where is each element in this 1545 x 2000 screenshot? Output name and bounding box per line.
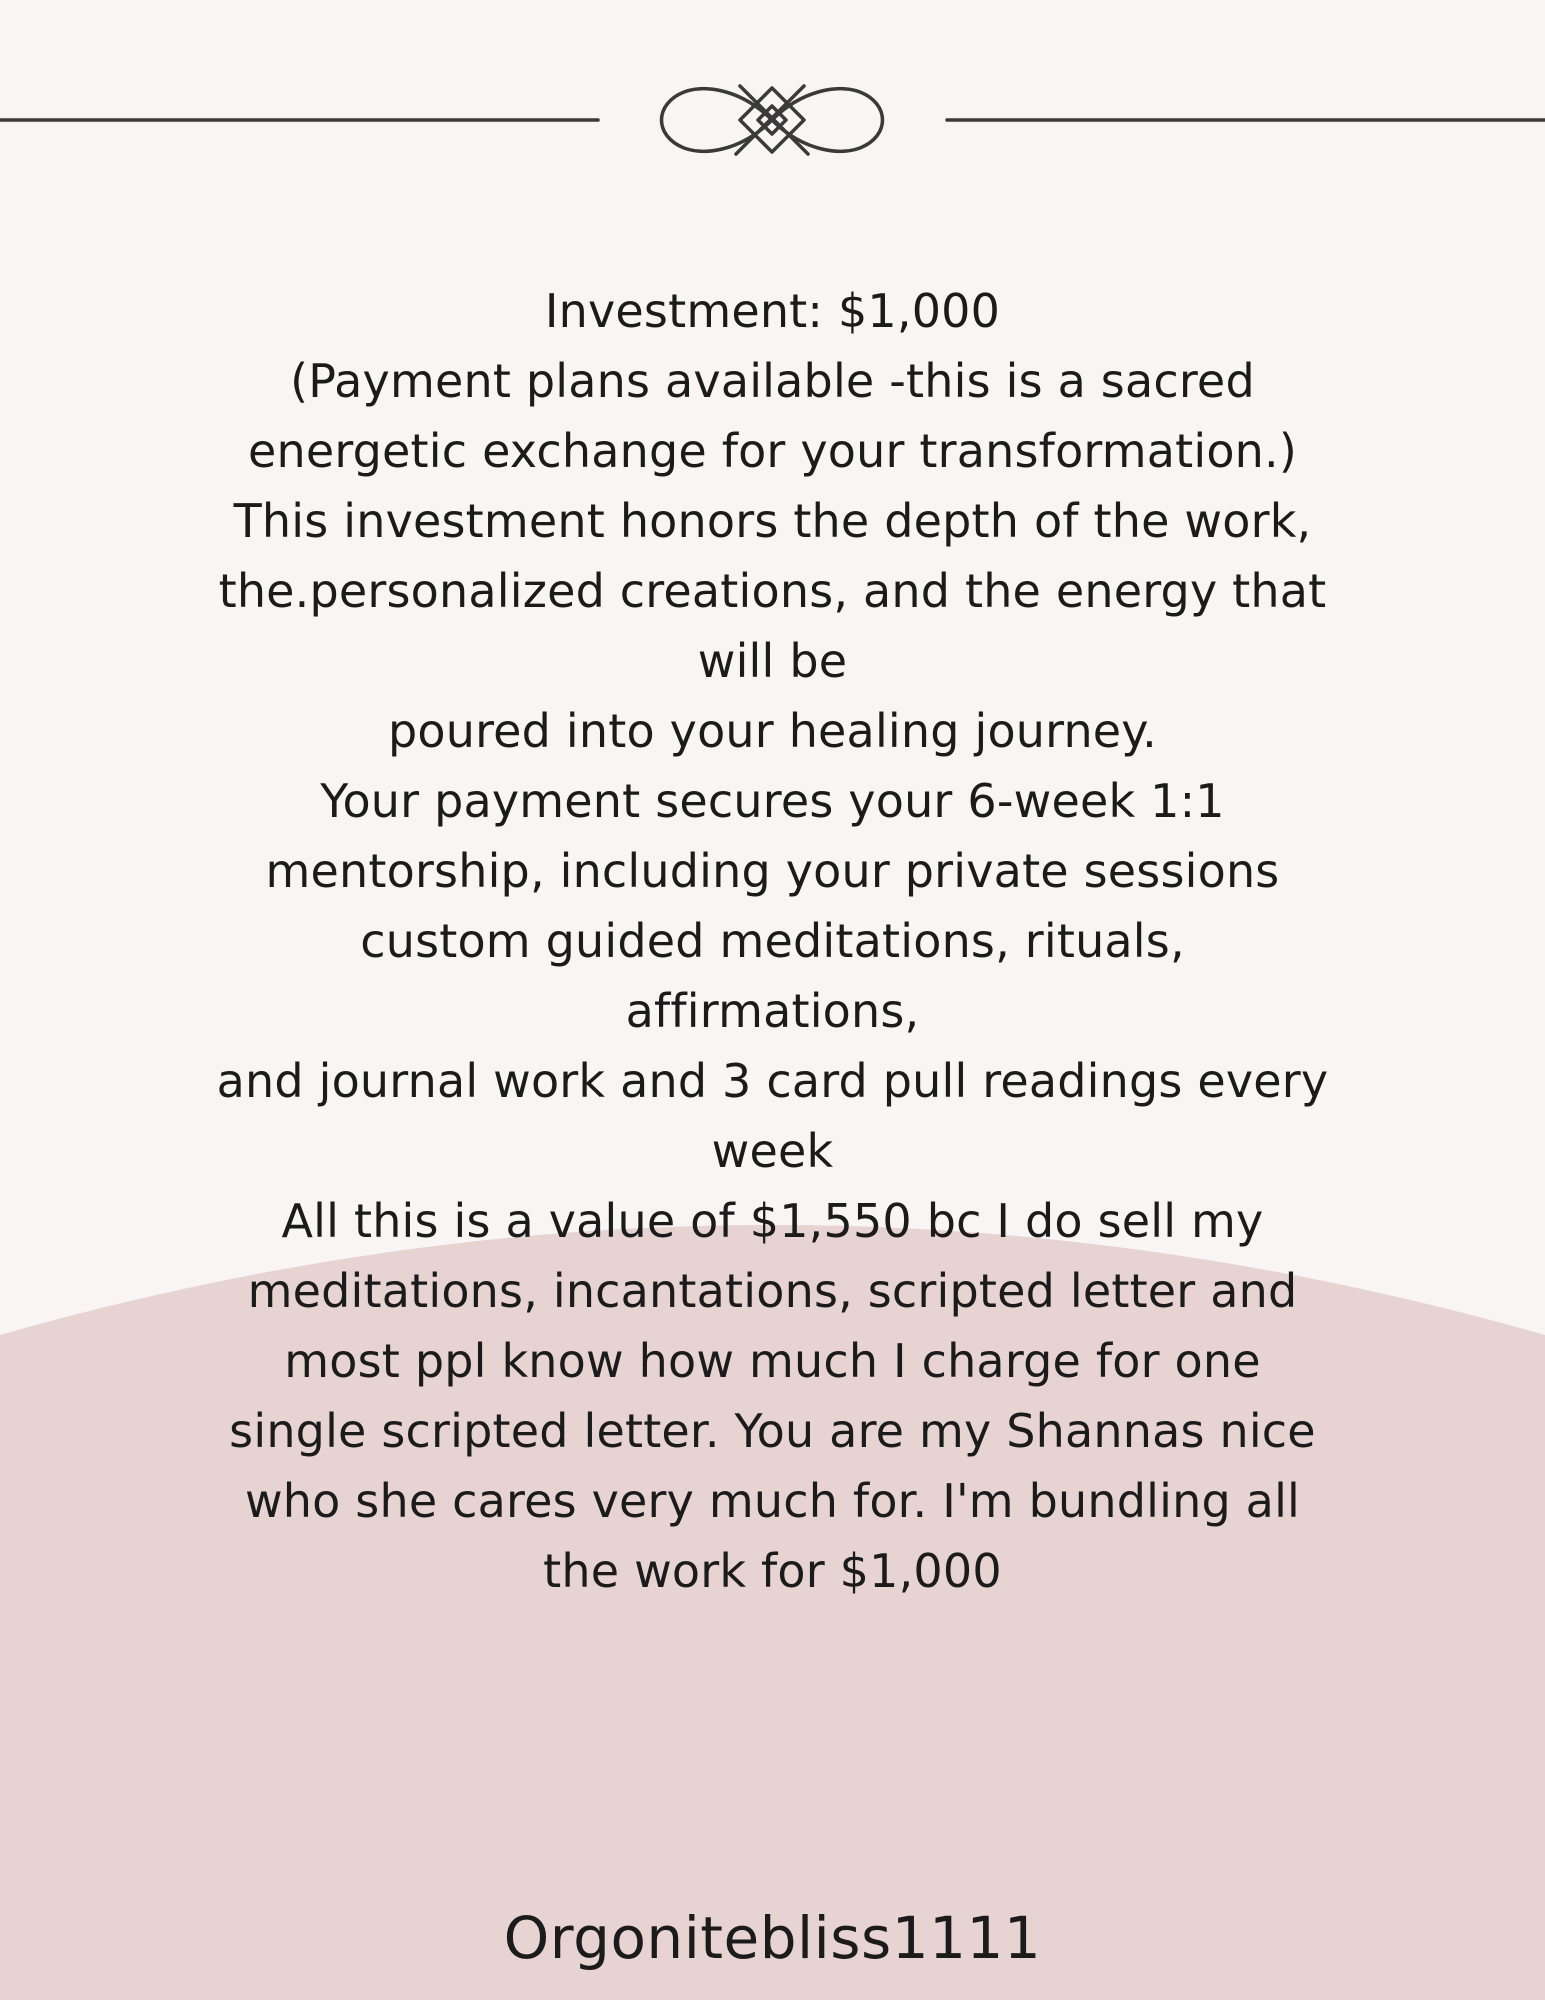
text-line: Investment: $1,000 [544,284,1001,338]
text-line: single scripted letter. You are my Shannas nice [229,1404,1316,1458]
text-line: and journal work and 3 card pull readings every [216,1054,1329,1108]
text-line: This investment honors the depth of the work, [233,494,1312,548]
body-text [150,276,1395,1606]
text-line: who she cares very much for. I'm bundling all [244,1474,1301,1528]
text-line: poured into your healing journey. [387,704,1157,758]
text-line: will be [697,634,848,688]
text-line: All this is a value of $1,550 bc I do sell my [281,1194,1264,1248]
text-line: Your payment secures your 6-week 1:1 [320,774,1225,828]
text-line: affirmations, [625,984,920,1038]
text-line: most ppl know how much I charge for one [284,1334,1261,1388]
text-line: custom guided meditations, rituals, [360,914,1185,968]
infinity-diamond-divider-icon [0,0,1545,200]
text-line: week [711,1124,834,1178]
text-line: mentorship, including your private sessions [265,844,1280,898]
text-line: the.personalized creations, and the energy that [218,564,1327,618]
text-line: (Payment plans available -this is a sacred [290,354,1255,408]
text-line: meditations, incantations, scripted letter and [247,1264,1298,1318]
text-line: the work for $1,000 [543,1544,1002,1598]
signature-handle: Orgonitebliss1111 [503,1904,1042,1972]
text-line: energetic exchange for your transformation.) [247,424,1297,478]
